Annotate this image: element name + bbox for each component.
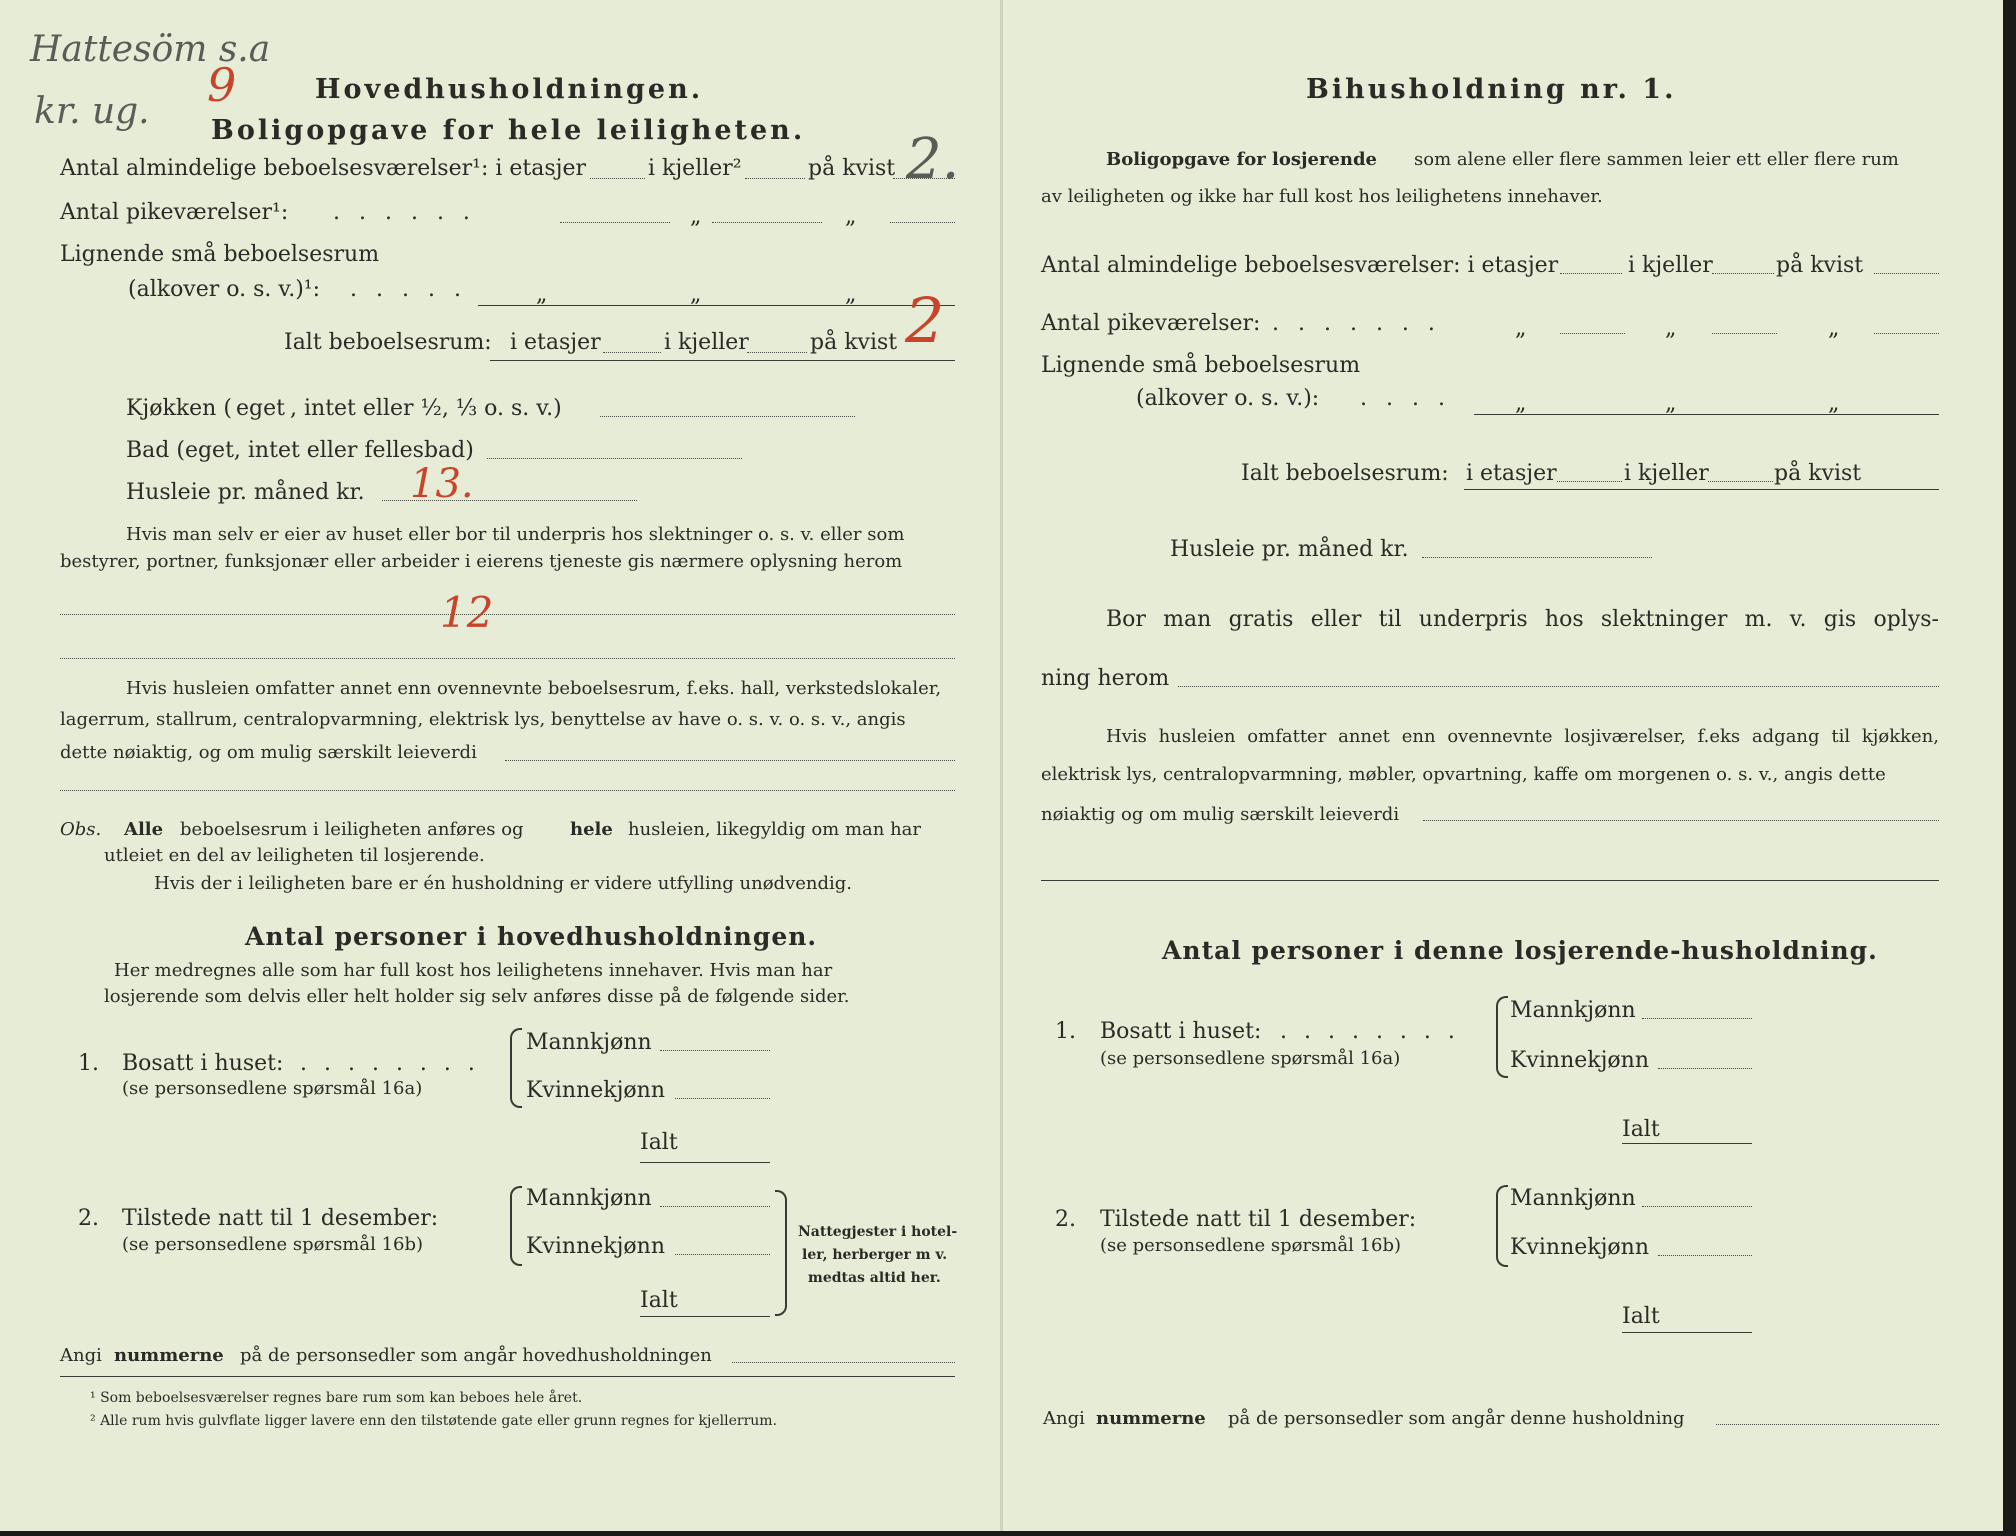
left-q1-male-label: Mannkjønn xyxy=(526,1030,652,1055)
left-footnote-rule xyxy=(60,1376,955,1377)
right-total-kvist-field[interactable] xyxy=(1874,489,1939,490)
left-obs-label: Obs. xyxy=(60,819,102,840)
right-q2-sub: (se personsedlene spørsmål 16b) xyxy=(1100,1235,1402,1256)
left-total-underline xyxy=(490,360,895,361)
right-alcove-label-a: Lignende små beboelsesrum xyxy=(1041,353,1361,378)
right-maid-ditto-2: „ xyxy=(1665,316,1677,341)
left-owner-field-2[interactable] xyxy=(60,658,955,659)
right-q2-total-field[interactable] xyxy=(1622,1332,1752,1333)
left-kitchen-label-b: , intet eller ½, ⅓ o. s. v.) xyxy=(290,396,562,421)
right-total-kjeller-label: i kjeller xyxy=(1624,461,1709,486)
right-q2-label: Tilstede natt til 1 desember: xyxy=(1100,1207,1417,1232)
left-bath-label: Bad (eget, intet eller fellesbad) xyxy=(126,438,474,463)
right-maid-ditto-3: „ xyxy=(1828,316,1840,341)
left-alcove-underline xyxy=(478,305,955,306)
left-owner-field-1[interactable] xyxy=(60,614,955,615)
right-q1-total-label: Ialt xyxy=(1622,1117,1660,1142)
right-total-kjeller-field[interactable] xyxy=(1708,481,1773,482)
right-q1-dots: . . . . . . . . xyxy=(1280,1019,1460,1044)
left-alcove-ditto-2: „ xyxy=(690,282,702,307)
right-gratis-text-2: ning herom xyxy=(1041,666,1170,691)
right-alcove-ditto-1: „ xyxy=(1515,391,1527,416)
left-alcove-ditto-1: „ xyxy=(536,282,548,307)
right-maid-dots: . . . . . . . xyxy=(1272,311,1441,336)
handwritten-place: Hattesöm s.a xyxy=(30,29,271,70)
right-q2-brace xyxy=(1496,1185,1508,1267)
left-alcove-ditto-3: „ xyxy=(845,282,857,307)
right-maid-rooms-label: Antal pikeværelser: xyxy=(1041,311,1261,336)
right-q2-female-label: Kvinnekjønn xyxy=(1510,1235,1649,1260)
right-gratis-text-1: Bor man gratis eller til underpris hos slektninger m. v. gis oplys- xyxy=(1106,607,1939,632)
left-maid-ditto-2: „ xyxy=(845,204,857,229)
left-q2-male-label: Mannkjønn xyxy=(526,1186,652,1211)
right-q2-number: 2. xyxy=(1055,1207,1076,1232)
handwritten-kr: kr. ug. xyxy=(34,91,150,132)
right-extra-text-1: Hvis husleien omfatter annet enn ovennevnte losjiværelser, f.eks adgang til kjøkken, xyxy=(1106,726,1939,747)
right-rooms-kjeller-label: i kjeller xyxy=(1628,253,1713,278)
left-obs-hele: hele xyxy=(570,819,613,840)
left-maid-dots: . . . . . . xyxy=(333,200,476,225)
left-maid-kvist-field[interactable] xyxy=(890,222,955,223)
left-kitchen-field[interactable] xyxy=(600,416,855,417)
left-q2-sub: (se personsedlene spørsmål 16b) xyxy=(122,1234,424,1255)
right-alcove-ditto-3: „ xyxy=(1828,391,1840,416)
right-maid-kjeller-field[interactable] xyxy=(1712,333,1777,334)
left-maid-ditto-1: „ xyxy=(690,204,702,229)
right-q1-female-field[interactable] xyxy=(1658,1068,1752,1069)
right-rooms-etasjer-field[interactable] xyxy=(1560,273,1622,274)
left-alcove-dots: . . . . . xyxy=(350,277,467,302)
right-angi-nummerne: nummerne xyxy=(1096,1408,1206,1429)
right-q1-male-field[interactable] xyxy=(1642,1018,1752,1019)
left-nattegjester-2: ler, herberger m v. xyxy=(802,1247,948,1263)
left-rooms-kvist-label: på kvist xyxy=(808,156,896,181)
left-maid-kjeller-field[interactable] xyxy=(712,222,822,223)
handwritten-number-9: 9 xyxy=(207,58,237,112)
left-nattegjester-1: Nattegjester i hotel- xyxy=(798,1224,958,1240)
right-q1-brace xyxy=(1496,996,1508,1078)
right-gratis-field[interactable] xyxy=(1178,686,1939,687)
left-q2-right-brace xyxy=(775,1190,787,1316)
left-angi-field[interactable] xyxy=(732,1362,955,1363)
left-kitchen-label-a: Kjøkken ( xyxy=(126,396,232,421)
right-maid-etasjer-field[interactable] xyxy=(1560,333,1625,334)
left-q1-label: Bosatt i huset: xyxy=(122,1051,284,1076)
left-obs-text-2: husleien, likegyldig om man har xyxy=(628,819,921,840)
left-total-kjeller-label: i kjeller xyxy=(664,330,749,355)
left-extra-field-1[interactable] xyxy=(505,760,955,761)
left-rooms-etasjer-field[interactable] xyxy=(590,178,645,179)
left-q2-total-label: Ialt xyxy=(640,1288,678,1313)
right-q1-male-label: Mannkjønn xyxy=(1510,998,1636,1023)
left-q1-brace xyxy=(510,1028,522,1108)
left-q1-dots: . . . . . . . . xyxy=(300,1051,480,1076)
left-kitchen-eget: eget xyxy=(236,396,285,421)
right-alcove-dots: . . . . xyxy=(1360,386,1451,411)
right-q2-male-field[interactable] xyxy=(1642,1206,1752,1207)
left-q1-female-label: Kvinnekjønn xyxy=(526,1078,665,1103)
left-extra-text-3: dette nøiaktig, og om mulig særskilt leieverdi xyxy=(60,742,477,763)
left-q2-male-field[interactable] xyxy=(660,1206,770,1207)
right-intro-line-2: av leiligheten og ikke har full kost hos leilighetens innehaver. xyxy=(1041,186,1603,207)
left-rooms-label: Antal almindelige beboelsesværelser¹: i etasjer xyxy=(60,156,587,181)
right-rooms-label: Antal almindelige beboelsesværelser: i etasjer xyxy=(1041,253,1559,278)
left-persons-text-1: Her medregnes alle som har full kost hos leilighetens innehaver. Hvis man har xyxy=(114,960,833,981)
left-extra-text-2: lagerrum, stallrum, centralopvarmning, elektrisk lys, benyttelse av have o. s. v. o. s. v., angis xyxy=(60,709,906,730)
right-q1-female-label: Kvinnekjønn xyxy=(1510,1048,1649,1073)
right-extra-text-2: elektrisk lys, centralopvarmning, møbler, opvartning, kaffe om morgenen o. s. v., angis dette xyxy=(1041,764,1886,785)
right-q1-sub: (se personsedlene spørsmål 16a) xyxy=(1100,1048,1401,1069)
right-intro-bold: Boligopgave for losjerende xyxy=(1106,149,1378,170)
left-maid-rooms-label: Antal pikeværelser¹: xyxy=(60,200,289,225)
right-q1-total-field[interactable] xyxy=(1622,1143,1752,1144)
left-obs-alle: Alle xyxy=(124,819,164,840)
left-q2-label: Tilstede natt til 1 desember: xyxy=(122,1206,439,1231)
left-footnote-1: ¹ Som beboelsesværelser regnes bare rum som kan beboes hele året. xyxy=(90,1390,583,1406)
left-title: Hovedhusholdningen. xyxy=(315,74,704,105)
left-q1-female-field[interactable] xyxy=(675,1098,770,1099)
right-alcove-underline xyxy=(1474,414,1939,415)
left-angi-nummerne: nummerne xyxy=(114,1345,224,1366)
left-maid-etasjer-field[interactable] xyxy=(560,222,670,223)
left-obs-text-1: beboelsesrum i leiligheten anføres og xyxy=(180,819,524,840)
left-owner-text-1: Hvis man selv er eier av huset eller bor til underpris hos slektninger o. s. v. eller som xyxy=(126,524,905,545)
right-rooms-kvist-field[interactable] xyxy=(1874,273,1939,274)
right-total-etasjer-label: i etasjer xyxy=(1466,461,1557,486)
left-owner-text-2: bestyrer, portner, funksjonær eller arbeider i eierens tjeneste gis nærmere oplysning herom xyxy=(60,551,903,572)
right-q1-label: Bosatt i huset: xyxy=(1100,1019,1262,1044)
left-extra-text-1: Hvis husleien omfatter annet enn ovennevnte beboelsesrum, f.eks. hall, verkstedslokaler, xyxy=(126,678,942,699)
right-rooms-kvist-label: på kvist xyxy=(1776,253,1864,278)
left-q2-female-field[interactable] xyxy=(675,1254,770,1255)
left-footnote-2: ² Alle rum hvis gulvflate ligger lavere enn den tilstøtende gate eller grunn regnes for kjellerrum. xyxy=(90,1413,778,1429)
right-title: Bihusholdning nr. 1. xyxy=(1306,74,1677,105)
right-maid-kvist-field[interactable] xyxy=(1874,333,1939,334)
left-alcove-label-a: Lignende små beboelsesrum xyxy=(60,242,380,267)
left-q2-female-label: Kvinnekjønn xyxy=(526,1234,665,1259)
left-q2-number: 2. xyxy=(78,1206,99,1231)
left-rooms-kjeller-field[interactable] xyxy=(745,178,805,179)
right-q1-number: 1. xyxy=(1055,1019,1076,1044)
right-angi-field[interactable] xyxy=(1716,1424,1939,1425)
left-total-etasjer-field[interactable] xyxy=(603,352,661,353)
left-alcove-label-b: (alkover o. s. v.)¹: xyxy=(128,277,321,302)
right-total-rooms-label: Ialt beboelsesrum: xyxy=(1241,461,1449,486)
right-q2-female-field[interactable] xyxy=(1658,1255,1752,1256)
left-q1-total-label: Ialt xyxy=(640,1130,678,1155)
handwritten-kvist-value: 2. xyxy=(906,127,960,192)
handwritten-total-kvist: 2 xyxy=(905,284,945,357)
left-rent-label: Husleie pr. måned kr. xyxy=(126,480,365,505)
left-nattegjester-3: medtas altid her. xyxy=(808,1270,941,1286)
left-q1-number: 1. xyxy=(78,1051,99,1076)
right-maid-ditto-1: „ xyxy=(1515,316,1527,341)
left-persons-title: Antal personer i hovedhusholdningen. xyxy=(245,922,818,951)
left-q1-sub: (se personsedlene spørsmål 16a) xyxy=(122,1078,423,1099)
handwritten-rent: 13. xyxy=(410,461,474,507)
left-total-rooms-label: Ialt beboelsesrum: xyxy=(284,330,492,355)
left-total-etasjer-label: i etasjer xyxy=(510,330,601,355)
right-rent-field[interactable] xyxy=(1422,557,1652,558)
left-q2-brace xyxy=(510,1186,522,1266)
right-rooms-kjeller-field[interactable] xyxy=(1712,273,1774,274)
left-rooms-kjeller-label: i kjeller² xyxy=(648,156,742,181)
right-extra-field-1[interactable] xyxy=(1423,820,1939,821)
right-alcove-ditto-2: „ xyxy=(1665,391,1677,416)
left-extra-field-2[interactable] xyxy=(60,790,955,791)
page-fold xyxy=(1000,0,1003,1531)
right-persons-title: Antal personer i denne losjerende-husholdning. xyxy=(1162,936,1878,965)
left-angi-a: Angi xyxy=(60,1345,102,1366)
left-q1-male-field[interactable] xyxy=(660,1050,770,1051)
left-bath-field[interactable] xyxy=(487,458,742,459)
left-q1-total-field[interactable] xyxy=(640,1162,770,1163)
left-q2-total-field[interactable] xyxy=(640,1316,770,1317)
right-total-underline xyxy=(1464,489,1874,490)
right-intro-text: som alene eller flere sammen leier ett eller flere rum xyxy=(1414,149,1899,170)
right-extra-field-2[interactable] xyxy=(1041,880,1939,881)
left-total-kvist-field[interactable] xyxy=(895,360,955,361)
right-total-kvist-label: på kvist xyxy=(1774,461,1862,486)
left-obs-line-2: utleiet en del av leiligheten til losjerende. xyxy=(104,845,485,866)
right-total-etasjer-field[interactable] xyxy=(1557,481,1622,482)
right-extra-text-3: nøiaktig og om mulig særskilt leieverdi xyxy=(1041,804,1400,825)
left-persons-text-2: losjerende som delvis eller helt holder sig selv anføres disse på de følgende sider. xyxy=(104,986,850,1007)
left-angi-c: på de personsedler som angår hovedhusholdningen xyxy=(240,1345,712,1366)
right-alcove-label-b: (alkover o. s. v.): xyxy=(1136,386,1320,411)
right-rent-label: Husleie pr. måned kr. xyxy=(1170,537,1409,562)
left-total-kjeller-field[interactable] xyxy=(747,352,807,353)
right-angi-c: på de personsedler som angår denne husholdning xyxy=(1228,1408,1685,1429)
left-subtitle: Boligopgave for hele leiligheten. xyxy=(211,115,806,146)
right-q2-male-label: Mannkjønn xyxy=(1510,1186,1636,1211)
left-obs-line-3: Hvis der i leiligheten bare er én husholdning er videre utfylling unødvendig. xyxy=(154,873,853,894)
right-angi-a: Angi xyxy=(1043,1408,1085,1429)
right-q2-total-label: Ialt xyxy=(1622,1304,1660,1329)
left-total-kvist-label: på kvist xyxy=(810,330,898,355)
handwritten-note: 12 xyxy=(440,588,494,637)
